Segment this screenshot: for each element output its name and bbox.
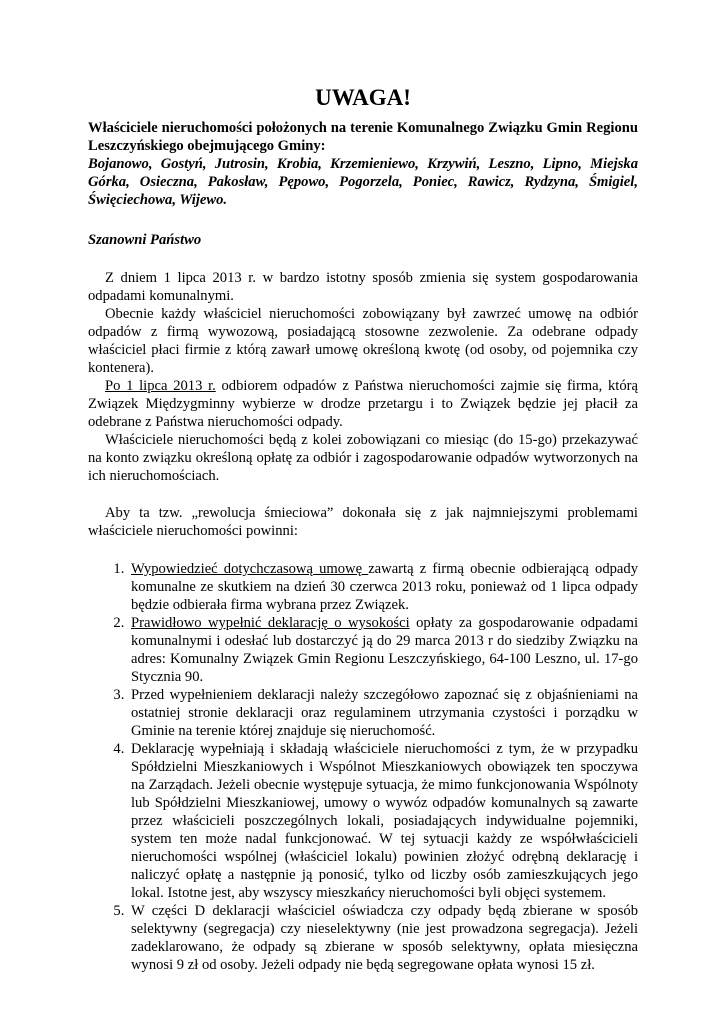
paragraph-4: Właściciele nieruchomości będą z kolei zobowiązani co miesiąc (do 15-go) przekazywać na konto związku określoną opłatę za odbiór i zagospodarowanie odpadów wytworzonych na ich nieruchomościach. xyxy=(88,432,638,484)
paragraph-2: Obecnie każdy właściciel nieruchomości zobowiązany był zawrzeć umowę na odbiór odpadów z firmą wywozową, posiadającą stosowne zezwolenie. Za odebrane odpady właściciel płaci firmie z którą zawarł umowę określoną kwotę (od osoby, od pojemnika czy kontenera). xyxy=(88,306,638,376)
list-item-text: Deklarację wypełniają i składają właściciele nieruchomości z tym, że w przypadku Spółdzielni Mieszkaniowych i Wspólnot Mieszkaniowych obowiązek ten spoczywa na Zarządach. Jeżeli obecnie występuje sytuacja, że mimo funkcjonowania Wspólnoty lub Spółdzielni Mieszkaniowej, umowy o wywóz odpadów komunalnych są zawarte przez właścicieli poszczególnych lokali, posiadających indywidualne pojemniki, system ten może nadal funkcjonować. W tej sytuacji każdy ze współwłaścicieli nieruchomości wspólnej (właściciel lokalu) powinien złożyć odrębną deklarację i naliczyć opłatę a następnie ją ponosić, tylko od liczby osób zamieszkujących jego lokal. Istotne jest, aby wszyscy mieszkańcy nieruchomości byli objęci systemem. xyxy=(131,741,638,901)
page-title: UWAGA! xyxy=(315,85,411,110)
document-page xyxy=(88,84,638,974)
list-item-text: opłaty za gospodarowanie odpadami komunalnymi i odesłać lub dostarczyć ją do 29 marca 2013 r do siedziby Związku na adres: Komunalny Związek Gmin Regionu Leszczyńskiego, 64-100 Leszno, ul. 17-go Stycznia 90. xyxy=(131,615,639,685)
paragraph-5: Aby ta tzw. „rewolucja śmieciowa” dokonała się z jak najmniejszymi problemami właściciele nieruchomości powinni: xyxy=(88,505,638,539)
greeting: Szanowni Państwo xyxy=(88,232,202,248)
intro-heading: Właściciele nieruchomości położonych na terenie Komunalnego Związku Gmin Regionu Leszczyńskiego obejmującego Gminy: xyxy=(88,120,638,154)
list-item xyxy=(128,740,638,902)
list-item-text: Przed wypełnieniem deklaracji należy szczegółowo zapoznać się z objaśnieniami na ostatniej stronie deklaracji oraz regulaminem utrzymania czystości i porządku w Gminie na terenie której znajduje się nieruchomość. xyxy=(131,687,638,739)
date-underlined: Po 1 lipca 2013 r. xyxy=(105,378,216,394)
list-item-text: W części D deklaracji właściciel oświadcza czy odpady będą zbierane w sposób selektywny (segregacja) czy nieselektywny (nie jest prowadzona segregacja). Jeżeli zadeklarowano, że odpady są zbierane w sposób selektywny, opłata miesięczna wynosi 9 zł od osoby. Jeżeli odpady nie będą segregowane opłata wynosi 15 zł. xyxy=(131,903,638,973)
list-item xyxy=(128,614,638,686)
list-item-underlined: Wypowiedzieć dotychczasową umowę xyxy=(131,561,369,577)
list-item-text: zawartą z firmą obecnie odbierającą odpady komunalne ze skutkiem na dzień 30 czerwca 2013 roku, ponieważ od 1 lipca odpady będzie odbierała firma wybrana przez Związek. xyxy=(131,561,638,613)
municipalities-list: Bojanowo, Gostyń, Jutrosin, Krobia, Krzemieniewo, Krzywiń, Leszno, Lipno, Miejska Górka, Osieczna, Pakosław, Pępowo, Pogorzela, Poniec, Rawicz, Rydzyna, Śmigiel, Święciechowa, Wijewo. xyxy=(88,156,638,208)
list-item xyxy=(128,902,638,974)
list-item-underlined: Prawidłowo wypełnić deklarację o wysokości xyxy=(131,615,410,631)
paragraph-1: Z dniem 1 lipca 2013 r. w bardzo istotny sposób zmienia się system gospodarowania odpadami komunalnymi. xyxy=(88,270,638,304)
paragraph-3 xyxy=(88,377,638,431)
paragraph-3-text: odbiorem odpadów z Państwa nieruchomości zajmie się firma, którą Związek Międzygminny wybierze w drodze przetargu i to Związek będzie jej płacił za odebrane z Państwa nieruchomości odpady. xyxy=(88,378,638,430)
obligations-list xyxy=(88,560,638,974)
list-item xyxy=(128,686,638,740)
list-item xyxy=(128,560,638,614)
